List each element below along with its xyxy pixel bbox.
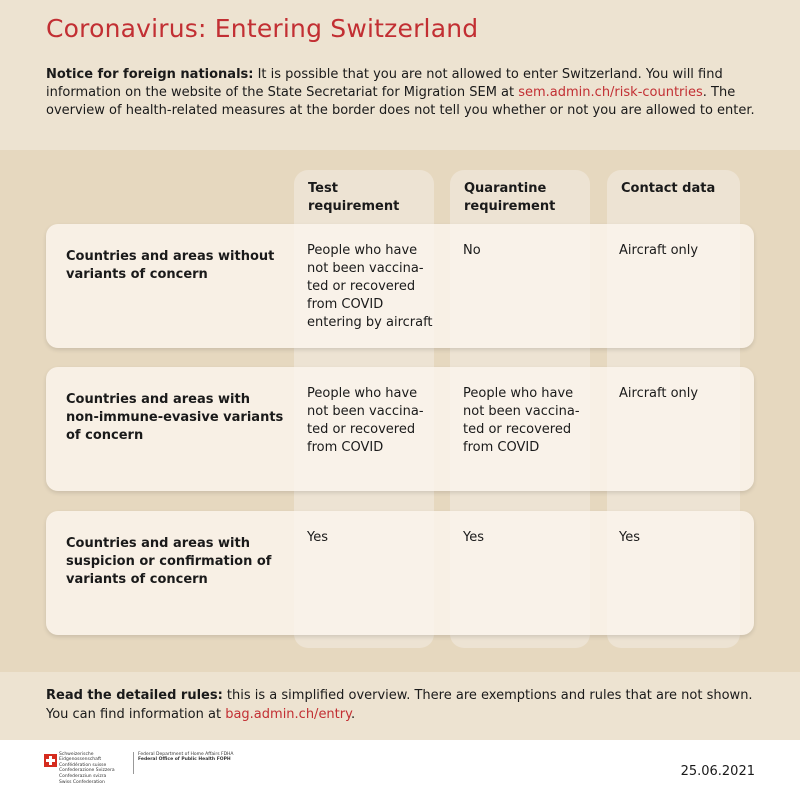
column-header-contact-data: Contact data: [621, 181, 716, 196]
test-requirement-cell: People who have not been vaccina-ted or recovered from COVID: [307, 386, 424, 455]
quarantine-requirement-cell: People who have not been vaccina-ted or recovered from COVID: [463, 386, 580, 455]
rules-text-part1: this is a simplified overview. There are exemptions and rules that are not shown. You can find information at: [46, 688, 753, 722]
table-row: [46, 511, 754, 635]
quarantine-requirement-cell: Yes: [463, 530, 484, 545]
page-title: Coronavirus: Entering Switzerland: [46, 14, 479, 43]
confederation-line: Confederaziun svizra: [59, 773, 107, 779]
test-requirement-cell: People who have not been vaccina-ted or recovered from COVID entering by aircraft: [307, 243, 433, 330]
footer-divider: [133, 752, 134, 774]
detailed-rules-note: [46, 686, 766, 724]
confederation-line: Confédération suisse: [59, 762, 107, 768]
table-row: [46, 224, 754, 348]
column-header-test-requirement: Test requirement: [308, 181, 400, 214]
office-name: Federal Office of Public Health FOPH: [138, 757, 231, 763]
confederation-wordmark: [59, 752, 134, 779]
department-info: [138, 752, 238, 763]
department-name: Federal Department of Home Affairs FDHA: [138, 752, 234, 757]
swiss-cross-icon: [44, 754, 57, 767]
rules-heading: Read the detailed rules:: [46, 688, 223, 703]
contact-data-cell: Yes: [619, 530, 640, 545]
foreign-nationals-notice: [46, 66, 766, 120]
notice-text-part1: It is possible that you are not allowed to enter Switzerland. You will find information on the website of the State Secretariat for Migration SEM at: [46, 67, 723, 100]
row-label: Countries and areas with suspicion or confirmation of variants of concern: [66, 536, 272, 587]
contact-data-cell: Aircraft only: [619, 243, 699, 258]
quarantine-requirement-cell: No: [463, 243, 481, 258]
bag-entry-link[interactable]: bag.admin.ch/entry: [225, 707, 351, 722]
table-row: [46, 367, 754, 491]
confederation-line: Schweizerische Eidgenossenschaft: [59, 752, 102, 763]
notice-text-part2: . The overview of health-related measures at the border does not tell you whether or not you are allowed to enter.: [46, 85, 755, 118]
confederation-line: Confederazione Svizzera: [59, 768, 115, 774]
row-label: Countries and areas without variants of concern: [66, 249, 275, 282]
sem-risk-countries-link[interactable]: sem.admin.ch/risk-countries: [518, 85, 703, 100]
rules-text-part2: .: [350, 707, 356, 722]
swiss-confederation-label: Swiss Confederation: [59, 780, 105, 785]
row-label: Countries and areas with non-immune-evasive variants of concern: [66, 392, 284, 443]
publication-date: 25.06.2021: [680, 764, 755, 779]
notice-heading: Notice for foreign nationals:: [46, 67, 254, 82]
column-header-quarantine-requirement: Quarantine requirement: [464, 181, 556, 214]
test-requirement-cell: Yes: [307, 530, 328, 545]
contact-data-cell: Aircraft only: [619, 386, 699, 401]
